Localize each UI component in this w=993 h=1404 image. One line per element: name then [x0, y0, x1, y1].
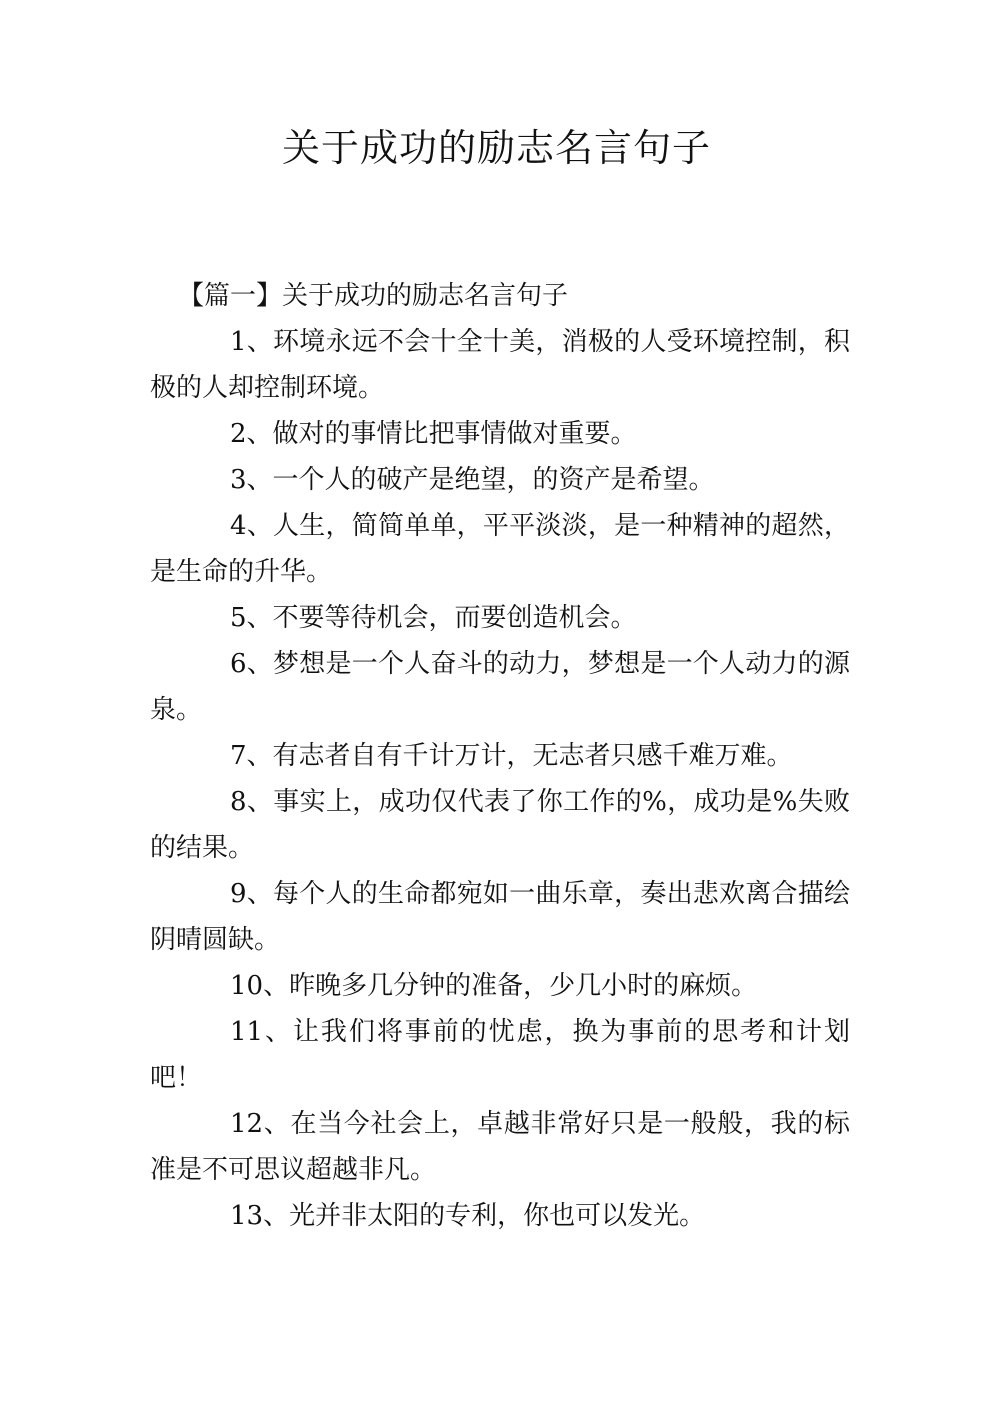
- quote-item: 12、在当今社会上，卓越非常好只是一般般，我的标准是不可思议超越非凡。: [150, 1109, 850, 1185]
- quote-item: 7、有志者自有千计万计，无志者只感千难万难。: [230, 741, 793, 771]
- quote-item: 10、昨晚多几分钟的准备，少几小时的麻烦。: [230, 971, 758, 1001]
- quote-item: 9、每个人的生命都宛如一曲乐章，奏出悲欢离合描绘阴晴圆缺。: [150, 879, 850, 955]
- quote-item: 8、事实上，成功仅代表了你工作的%，成功是%失败的结果。: [150, 787, 850, 863]
- quote-item: 5、不要等待机会，而要创造机会。: [230, 603, 637, 633]
- quote-item: 1、环境永远不会十全十美，消极的人受环境控制，积极的人却控制环境。: [150, 327, 850, 403]
- quote-item: 2、做对的事情比把事情做对重要。: [230, 419, 637, 449]
- quote-item: 3、一个人的破产是绝望，的资产是希望。: [230, 465, 715, 495]
- quote-item: 11、让我们将事前的忧虑，换为事前的思考和计划吧！: [150, 1017, 850, 1093]
- quote-item: 4、人生，简简单单，平平淡淡，是一种精神的超然，是生命的升华。: [150, 511, 850, 587]
- quote-item: 13、光并非太阳的专利，你也可以发光。: [230, 1201, 706, 1231]
- quote-item: 6、梦想是一个人奋斗的动力，梦想是一个人动力的源泉。: [150, 649, 850, 725]
- document-body: [150, 273, 850, 1239]
- section-heading: 【篇一】关于成功的励志名言句子: [178, 281, 569, 311]
- page-title: 关于成功的励志名言句子: [281, 126, 711, 170]
